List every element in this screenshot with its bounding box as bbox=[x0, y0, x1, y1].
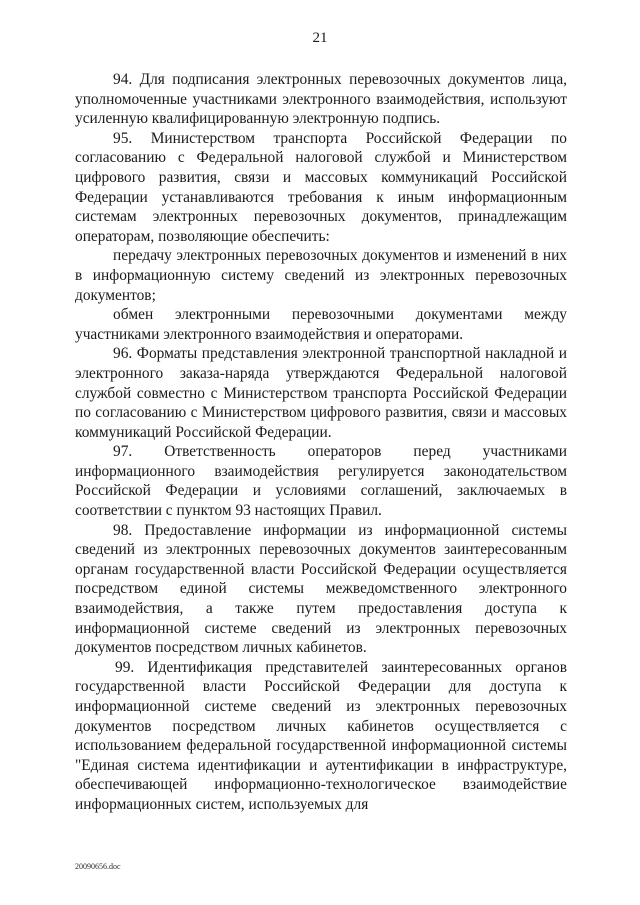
paragraph-98: 98. Предоставление информации из информационной системы сведений из электронных перевозочных документов заинтересованным органам государственной власти Российской Федерации осуществляется посредством единой системы межведомственного электронного взаимодействия, а также путем предоставления доступа к информационной системе сведений из электронных перевозочных документов посредством личных кабинетов. bbox=[75, 521, 567, 657]
paragraph-95: 95. Министерством транспорта Российской Федерации по согласованию с Федеральной налоговой службой и Министерством цифрового развития, связи и массовых коммуникаций Российской Федерации устанавливаются требования к иным информационным системам электронных перевозочных документов, принадлежащим операторам, позволяющие обеспечить: bbox=[75, 129, 567, 245]
document-body bbox=[75, 70, 567, 815]
paragraph-95-item-exchange: обмен электронными перевозочными документами между участниками электронного взаимодействия и операторами. bbox=[75, 306, 567, 343]
page-number: 21 bbox=[312, 30, 328, 46]
paragraph-95-item-transfer: передачу электронных перевозочных документов и изменений в них в информационную систему сведений из электронных перевозочных документов; bbox=[75, 247, 567, 304]
paragraph-96: 96. Форматы представления электронной транспортной накладной и электронного заказа-наряда утверждаются Федеральной налоговой службой совместно с Министерством транспорта Российской Федерации по согласованию с Министерством цифрового развития, связи и массовых коммуникаций Российской Федерации. bbox=[75, 345, 567, 441]
paragraph-99: 99. Идентификация представителей заинтересованных органов государственной власти Российской Федерации для доступа к информационной системе сведений из электронных перевозочных документов посредством личных кабинетов осуществляется с использованием федеральной государственной информационной системы "Единая система идентификации и аутентификации в инфраструктуре, обеспечивающей информационно-технологическое взаимодействие информационных систем, используемых для bbox=[75, 658, 567, 813]
paragraph-97: 97. Ответственность операторов перед участниками информационного взаимодействия регулируется законодательством Российской Федерации и условиями соглашений, заключаемых в соответствии с пунктом 93 настоящих Правил. bbox=[75, 443, 567, 520]
document-file-code: 20090656.doc bbox=[75, 862, 121, 871]
paragraph-94: 94. Для подписания электронных перевозочных документов лица, уполномоченные участниками электронного взаимодействия, используют усиленную квалифицированную электронную подпись. bbox=[75, 71, 567, 128]
